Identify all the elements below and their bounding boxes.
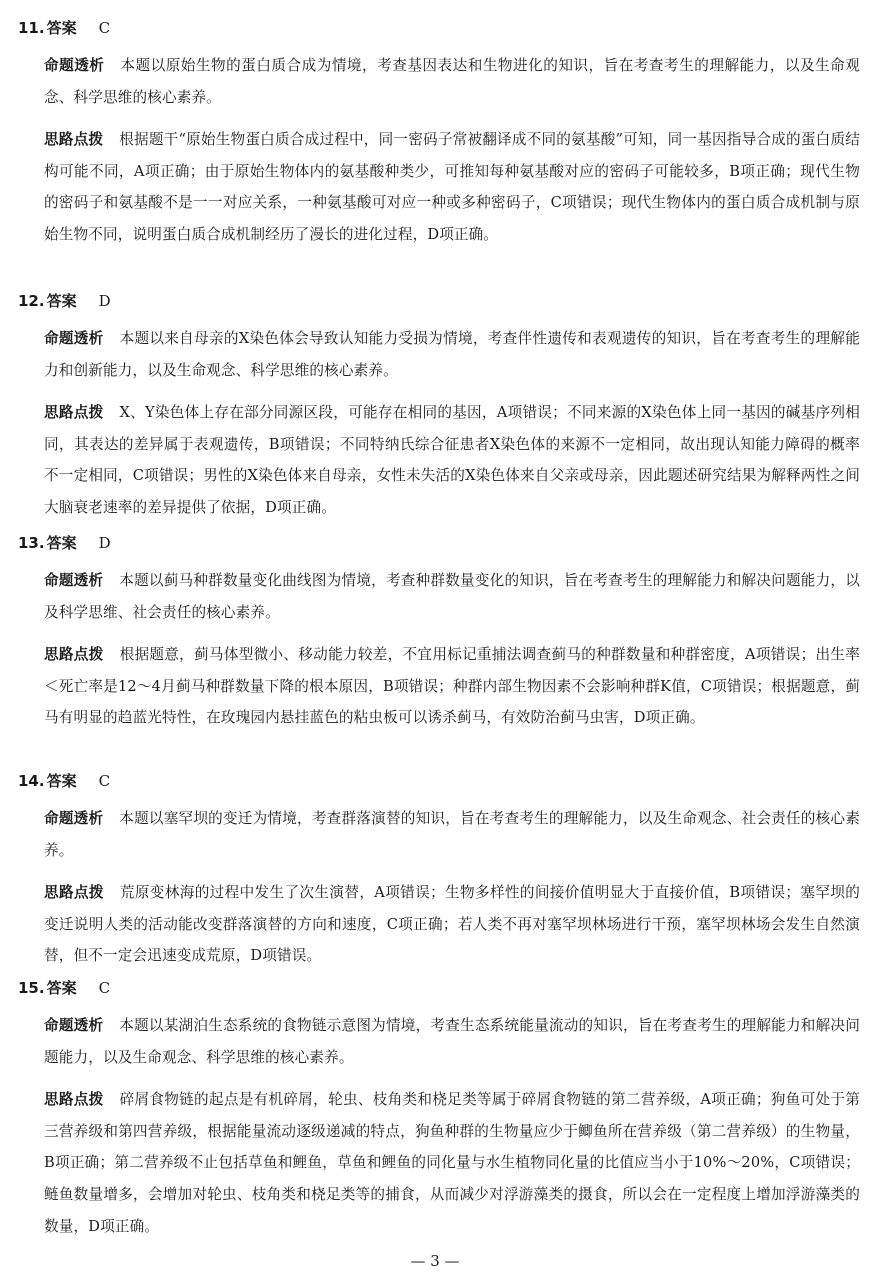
question-header: [18, 532, 860, 554]
approach-label: 思路点拨: [44, 1091, 104, 1109]
question-number: 14.: [18, 772, 45, 790]
question-number: 13.: [18, 534, 45, 552]
answer-value: D: [98, 534, 111, 552]
answer-label: 答案: [46, 292, 77, 310]
analysis-label: 命题透析: [44, 330, 104, 347]
analysis-text: 本题以蓟马种群数量变化曲线图为情境，考查种群数量变化的知识，旨在考查考生的理解能力和解决问题能力，以及科学思维、社会责任的核心素养。: [44, 572, 860, 621]
approach-label: 思路点拨: [44, 131, 104, 149]
approach-label: 思路点拨: [44, 884, 104, 902]
question-number: 15.: [18, 979, 45, 997]
answer-value: C: [98, 19, 111, 37]
analysis-text: 本题以原始生物的蛋白质合成为情境，考查基因表达和生物进化的知识，旨在考查考生的理解能力，以及生命观念、科学思维的核心素养。: [44, 57, 860, 106]
answer-label: 答案: [46, 19, 77, 37]
analysis-paragraph: [44, 565, 860, 628]
analysis-text: 本题以塞罕坝的变迁为情境，考查群落演替的知识，旨在考查考生的理解能力，以及生命观念、社会责任的核心素养。: [44, 810, 860, 859]
approach-text: 碎屑食物链的起点是有机碎屑，轮虫、枝角类和桡足类等属于碎屑食物链的第二营养级，A项正确；狗鱼可处于第三营养级和第四营养级，根据能量流动逐级递减的特点，狗鱼种群的生物量应少于鲫鱼所在营养级（第二营养级）的生物量，B项正确；第二营养级不止包括草鱼和鲤鱼，草鱼和鲤鱼的同化量与水生植物同化量的比值应当小于10%～20%，C项错误；鲢鱼数量增多，会增加对轮虫、枝角类和桡足类等的捕食，从而减少对浮游藻类的摄食，所以会在一定程度上增加浮游藻类的数量，D项正确。: [44, 1091, 860, 1235]
answer-value: D: [98, 292, 111, 310]
analysis-label: 命题透析: [44, 572, 104, 589]
question-header: [18, 977, 860, 999]
analysis-label: 命题透析: [44, 810, 104, 827]
analysis-paragraph: [44, 1010, 860, 1073]
answer-label: 答案: [46, 979, 77, 997]
approach-paragraph: [44, 639, 860, 734]
approach-paragraph: [44, 877, 860, 972]
question-13: [18, 532, 860, 734]
approach-label: 思路点拨: [44, 404, 104, 422]
approach-label: 思路点拨: [44, 646, 104, 664]
analysis-text: 本题以来自母亲的X染色体会导致认知能力受损为情境，考查伴性遗传和表观遗传的知识，旨在考查考生的理解能力和创新能力，以及生命观念、科学思维的核心素养。: [44, 330, 860, 379]
approach-paragraph: [44, 1084, 860, 1242]
question-number: 12.: [18, 292, 45, 310]
analysis-text: 本题以某湖泊生态系统的食物链示意图为情境，考查生态系统能量流动的知识，旨在考查考生的理解能力和解决问题能力，以及生命观念、科学思维的核心素养。: [44, 1017, 860, 1066]
question-number: 11.: [18, 19, 45, 37]
approach-text: 根据题意，蓟马体型微小、移动能力较差，不宜用标记重捕法调查蓟马的种群数量和种群密度，A项错误；出生率＜死亡率是12～4月蓟马种群数量下降的根本原因，B项错误；种群内部生物因素不会影响种群K值，C项错误；根据题意，蓟马有明显的趋蓝光特性，在玫瑰园内悬挂蓝色的粘虫板可以诱杀蓟马，有效防治蓟马虫害，D项正确。: [44, 646, 860, 727]
answer-value: C: [98, 979, 111, 997]
page-number: — 3 —: [410, 1252, 460, 1270]
approach-text: X、Y染色体上存在部分同源区段，可能存在相同的基因，A项错误；不同来源的X染色体上同一基因的碱基序列相同，其表达的差异属于表观遗传，B项错误；不同特纳氏综合征患者X染色体的来源不一定相同，故出现认知能力障碍的概率不一定相同，C项错误；男性的X染色体来自母亲，女性未失活的X染色体来自父亲或母亲，因此题述研究结果为解释两性之间大脑衰老速率的差异提供了依据，D项正确。: [44, 404, 860, 516]
question-header: [18, 770, 860, 792]
approach-paragraph: [44, 397, 860, 523]
analysis-label: 命题透析: [44, 57, 105, 74]
answer-label: 答案: [46, 772, 77, 790]
approach-paragraph: [44, 124, 860, 250]
answer-label: 答案: [46, 534, 77, 552]
question-12: [18, 290, 860, 524]
question-11: [18, 17, 860, 251]
analysis-label: 命题透析: [44, 1017, 104, 1034]
analysis-paragraph: [44, 323, 860, 386]
approach-text: 根据题干“原始生物蛋白质合成过程中，同一密码子常被翻译成不同的氨基酸”可知，同一基因指导合成的蛋白质结构可能不同，A项正确；由于原始生物体内的氨基酸种类少，可推知每种氨基酸对应的密码子可能较多，B项正确；现代生物的密码子和氨基酸不是一一对应关系，一种氨基酸可对应一种或多种密码子，C项错误；现代生物体内的蛋白质合成机制与原始生物不同，说明蛋白质合成机制经历了漫长的进化过程，D项正确。: [44, 131, 860, 243]
question-header: [18, 17, 860, 39]
question-15: [18, 977, 860, 1242]
analysis-paragraph: [44, 803, 860, 866]
question-14: [18, 770, 860, 972]
approach-text: 荒原变林海的过程中发生了次生演替，A项错误；生物多样性的间接价值明显大于直接价值，B项错误；塞罕坝的变迁说明人类的活动能改变群落演替的方向和速度，C项正确；若人类不再对塞罕坝林场进行干预，塞罕坝林场会发生自然演替，但不一定会迅速变成荒原，D项错误。: [44, 884, 860, 965]
question-header: [18, 290, 860, 312]
answer-value: C: [98, 772, 111, 790]
analysis-paragraph: [44, 50, 860, 113]
